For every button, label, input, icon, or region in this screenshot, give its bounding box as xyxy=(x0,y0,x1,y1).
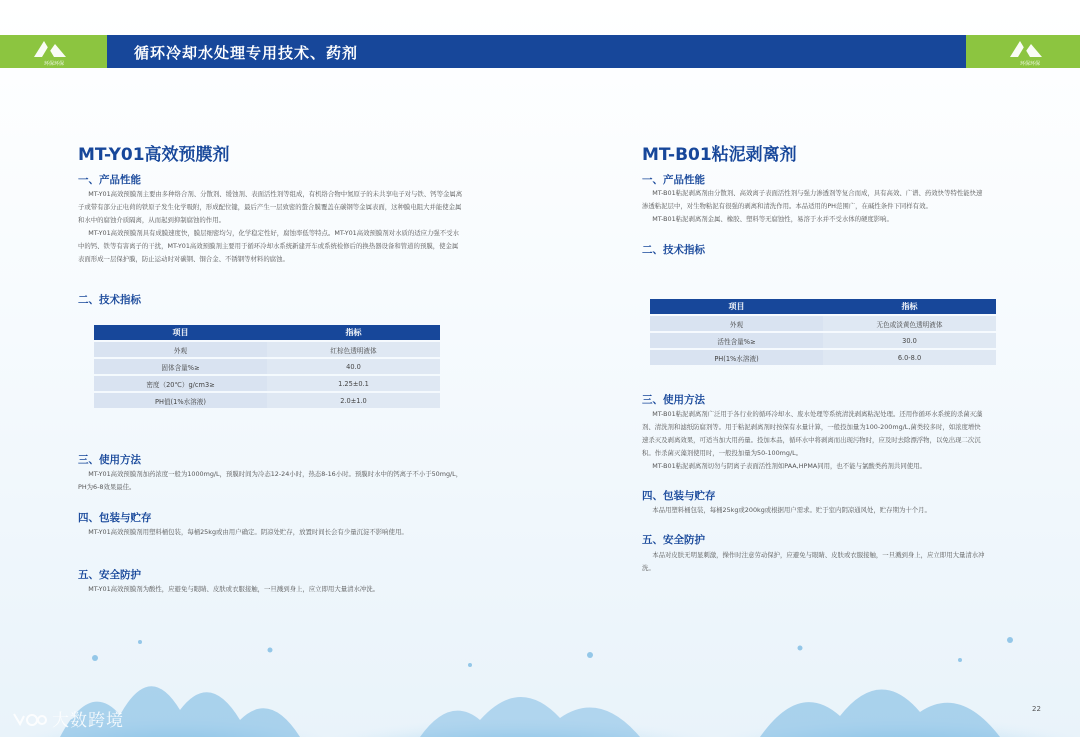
product-title: MT-B01粘泥剥离剂 xyxy=(642,145,797,165)
table-cell: 外观 xyxy=(94,342,267,357)
table-cell: 固体含量%≥ xyxy=(94,359,267,374)
page-title: 循环冷却水处理专用技术、药剂 xyxy=(134,44,359,62)
watermark-logo-icon xyxy=(12,710,48,728)
section-heading-usage: 三、使用方法 xyxy=(642,394,705,406)
watermark-text: 大数跨境 xyxy=(52,711,124,731)
section-heading-safety: 五、安全防护 xyxy=(642,534,705,546)
section-heading-performance: 一、产品性能 xyxy=(78,174,141,186)
performance-paragraph: MT-Y01高效预膜剂主要由多种络合剂、分散剂、缓蚀剂、表面活性剂等组成，有机络合物中氮原子的未共享电子对与铁、钙等金属离子或带有部分正电荷的铁原子发生化学吸附，形成配位键，最后产生一层致密的螯合膜覆盖在碳钢等金属表面，这种膜电阻大并能使金属和水中的腐蚀介质隔离，从而起到抑制腐蚀的作用。 xyxy=(78,190,463,224)
table-cell: 40.0 xyxy=(267,359,440,374)
section-heading-safety: 五、安全防护 xyxy=(78,569,141,581)
table-row xyxy=(650,350,996,365)
table-cell: PH(1%水溶液) xyxy=(650,350,823,365)
table-cell: 1.25±0.1 xyxy=(267,376,440,391)
table-cell: 密度（20℃）g/cm3≥ xyxy=(94,376,267,391)
product-title: MT-Y01高效预膜剂 xyxy=(78,145,230,165)
table-cell: 活性含量%≥ xyxy=(650,333,823,348)
packaging-paragraph: MT-Y01高效预膜剂用塑料桶包装，每桶25kg或由用户确定。阴凉处贮存，放置时间长会有少量沉淀不影响使用。 xyxy=(88,528,408,536)
spec-table xyxy=(94,323,440,410)
safety-paragraph: MT-Y01高效预膜剂为酸性，应避免与眼睛、皮肤或衣服接触，一旦溅到身上，应立即用大量清水冲洗。 xyxy=(88,585,380,593)
performance-paragraph: MT-B01粘泥剥离剂金属、橡胶、塑料等无腐蚀性，易溶于水并不受水体的硬度影响。 xyxy=(652,215,893,223)
table-cell: 无色或淡黄色透明液体 xyxy=(823,316,996,331)
spec-table xyxy=(650,297,996,367)
logo-caption: 环保环保 xyxy=(1019,61,1040,67)
column-header: 项目 xyxy=(650,299,823,314)
section-heading-packaging: 四、包装与贮存 xyxy=(642,490,716,502)
table-row xyxy=(650,333,996,348)
usage-paragraph: MT-B01粘泥剥离剂切勿与阴离子表面活性剂如PAA,HPMA同用，也不能与氯酸类药剂共同使用。 xyxy=(652,462,926,470)
company-logo-right xyxy=(1000,35,1060,68)
table-row xyxy=(650,316,996,331)
safety-paragraph: 本品对皮肤无明显刺激，操作时注意劳动保护，应避免与眼睛、皮肤或衣服接触，一旦溅到身上，应立即用大量清水冲洗。 xyxy=(642,551,985,572)
table-cell: 红棕色透明液体 xyxy=(267,342,440,357)
table-cell: 30.0 xyxy=(823,333,996,348)
table-header-row xyxy=(650,299,996,314)
column-header: 指标 xyxy=(267,325,440,340)
packaging-paragraph: 本品用塑料桶包装，每桶25kg或200kg或根据用户需求。贮于室内阴凉通风处，贮存期为十个月。 xyxy=(652,506,931,514)
performance-paragraph: MT-Y01高效预膜剂具有成膜速度快，膜层细密均匀，化学稳定性好，腐蚀率低等特点。MT-Y01高效预膜剂对水质的适应力强不受水中的钙、铁等有害离子的干扰，MT-Y01高效预膜剂主要用于循环冷却水系统新建开车或系统检修后的换热器设备和管道的预膜，使金属表面形成一层保护膜，防止运动时对碳钢、铜合金、不锈钢等材料的腐蚀。 xyxy=(78,229,459,263)
section-heading-usage: 三、使用方法 xyxy=(78,454,141,466)
mountain-logo-icon xyxy=(1000,35,1060,61)
page-number: 22 xyxy=(1032,705,1041,713)
table-cell: 2.0±1.0 xyxy=(267,393,440,408)
table-row xyxy=(94,359,440,374)
section-heading-performance: 一、产品性能 xyxy=(642,174,705,186)
mountain-logo-icon xyxy=(24,35,84,61)
table-row xyxy=(94,376,440,391)
table-cell: PH值(1%水溶液) xyxy=(94,393,267,408)
logo-caption: 环保环保 xyxy=(43,61,64,67)
table-header-row xyxy=(94,325,440,340)
usage-paragraph: MT-Y01高效预膜剂加药浓度一般为1000mg/L，预膜时间为冷态12-24小时，热态8-16小时。预膜时水中的钙离子不小于50mg/L，PH为6-8效果最佳。 xyxy=(78,470,463,491)
section-heading-specs: 二、技术指标 xyxy=(78,294,141,306)
watermark xyxy=(12,706,124,731)
section-heading-specs: 二、技术指标 xyxy=(642,244,705,256)
section-heading-packaging: 四、包装与贮存 xyxy=(78,512,152,524)
column-header: 项目 xyxy=(94,325,267,340)
company-logo-left xyxy=(24,35,84,68)
table-row xyxy=(94,393,440,408)
table-cell: 外观 xyxy=(650,316,823,331)
usage-paragraph: MT-B01粘泥剥离剂广泛用于各行业的循环冷却水、废水处理等系统清洗剥离粘泥处理。还用作循环水系统的杀菌灭藻剂、清洗剂和滤纸防腐剂等。用于粘泥剥离剂时按保有水量计算，一般投加量为100-200mg/L,菌类较多时，如浓度增快速杀灭及剥离效果，可适当加大用药量。投加本品，循环水中将剥离而出现污物时，应及时去除漂浮物，以免出现二次沉积。作杀菌灭藻剂使用时，一般投加量为50-100mg/L。 xyxy=(642,410,983,457)
performance-paragraph: MT-B01粘泥剥离剂由分散剂、高效离子表面活性剂与强力渗透剂等复合而成，具有高效、广谱、药效快等特性能快速渗透粘泥层中，对生物粘泥有很强的剥离和清洗作用。本品适用的PH范围广，在碱性条件下同样有效。 xyxy=(642,189,983,210)
table-row xyxy=(94,342,440,357)
water-splash-decoration xyxy=(0,620,1080,737)
table-cell: 6.0-8.0 xyxy=(823,350,996,365)
column-header: 指标 xyxy=(823,299,996,314)
